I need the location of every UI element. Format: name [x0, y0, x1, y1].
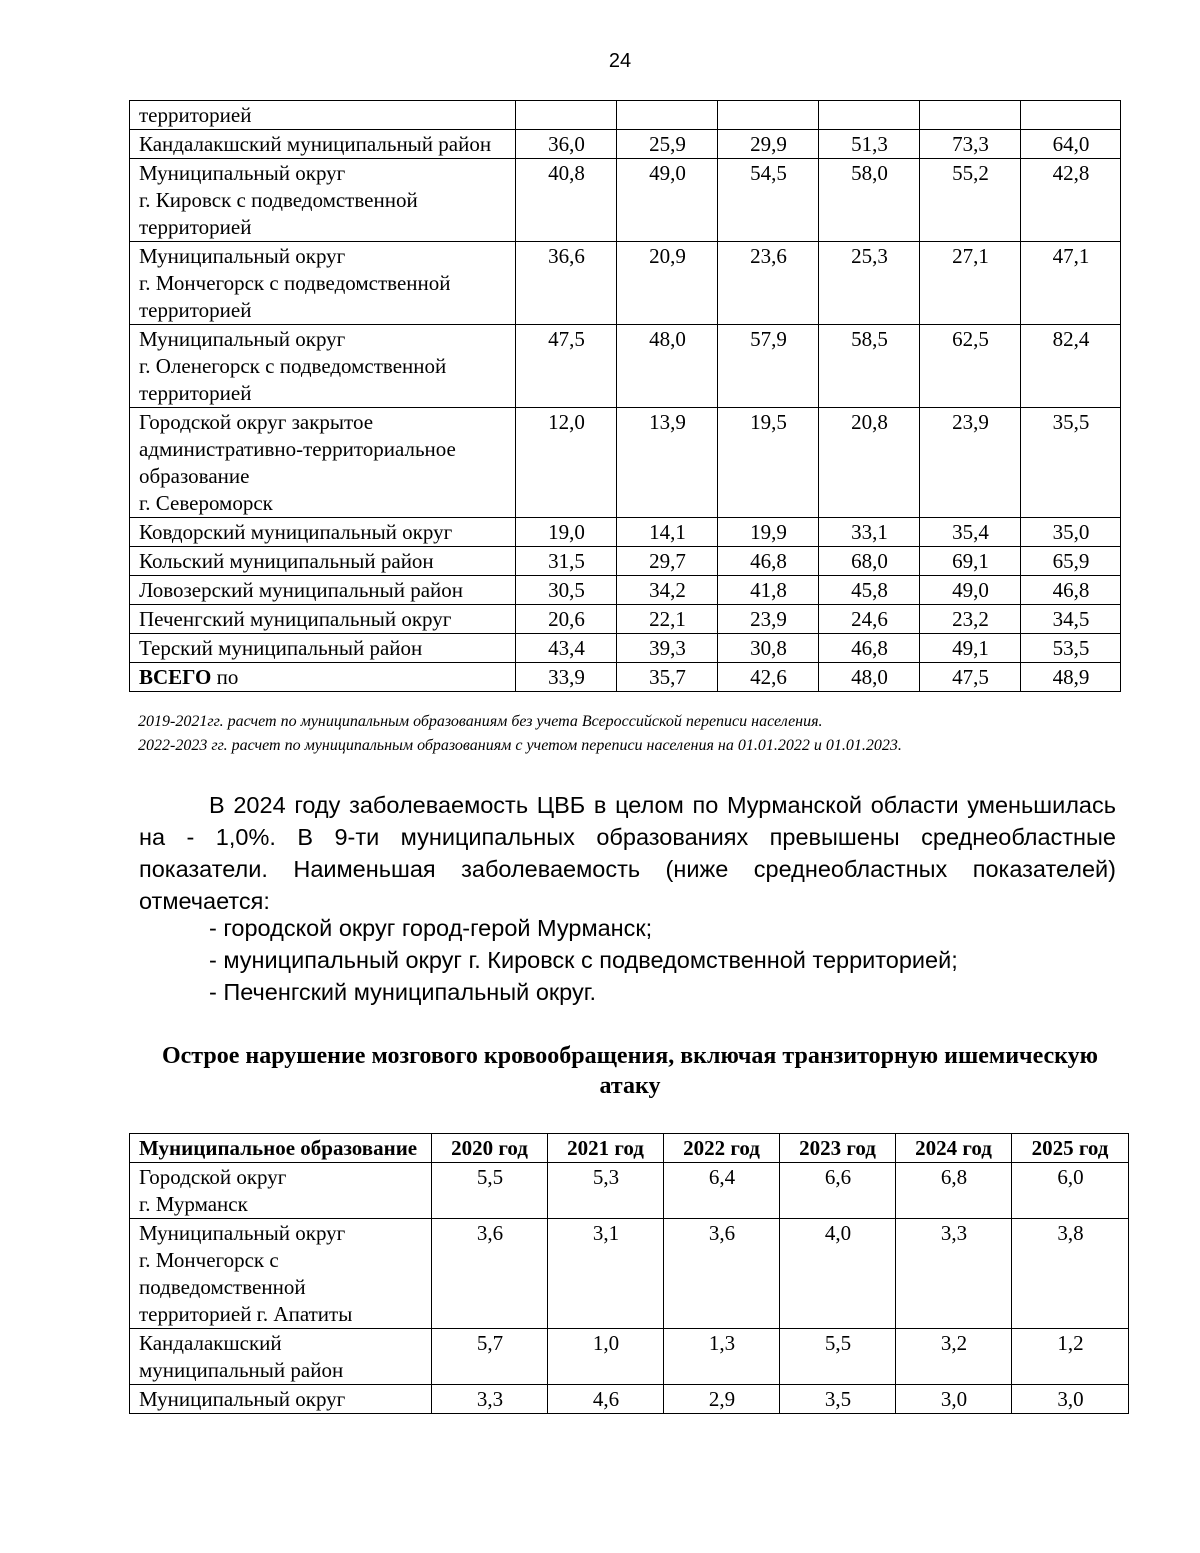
- table-cell: 40,8: [516, 159, 617, 242]
- municipality-name: Кандалакшский муниципальный район: [130, 130, 516, 159]
- table-cell: 45,8: [819, 576, 920, 605]
- table-row: [130, 634, 1121, 663]
- table-row: [130, 1329, 1129, 1385]
- table-row: [130, 518, 1121, 547]
- table-cell: 49,0: [617, 159, 718, 242]
- body-paragraph: В 2024 году заболеваемость ЦВБ в целом по Мурманской области уменьшилась на - 1,0%. В 9-ти муниципальных образованиях превышены среднеобластные показатели. Наименьшая заболеваемость (ниже среднеобластных показателей) отмечается:: [139, 792, 1116, 914]
- municipality-name: Муниципальный округ г. Оленегорск с подведомственной территорией: [130, 325, 516, 408]
- table-cell: 34,5: [1021, 605, 1121, 634]
- column-header: 2020 год: [432, 1134, 548, 1163]
- table-cell: 46,8: [1021, 576, 1121, 605]
- municipality-name: Муниципальный округ г. Мончегорск с подведомственной территорией: [130, 242, 516, 325]
- column-header: 2022 год: [664, 1134, 780, 1163]
- table-cell: 47,5: [516, 325, 617, 408]
- table-cell: 5,3: [548, 1163, 664, 1219]
- table-cell: 35,7: [617, 663, 718, 692]
- table-cell: 36,6: [516, 242, 617, 325]
- table-cell: 5,7: [432, 1329, 548, 1385]
- table-cell: 5,5: [780, 1329, 896, 1385]
- table-cell: 42,6: [718, 663, 819, 692]
- list-item: - городской округ город-герой Мурманск;: [209, 915, 653, 941]
- municipality-name: Терский муниципальный район: [130, 634, 516, 663]
- table-cell: 23,9: [920, 408, 1021, 518]
- table-cell: [718, 101, 819, 130]
- table-cell: 27,1: [920, 242, 1021, 325]
- table-cell: 19,0: [516, 518, 617, 547]
- table-cell: 58,5: [819, 325, 920, 408]
- table-cell: 49,1: [920, 634, 1021, 663]
- table-row: [130, 408, 1121, 518]
- table-cell: 3,6: [664, 1219, 780, 1329]
- table-row: [130, 547, 1121, 576]
- table-cell: [1021, 101, 1121, 130]
- table-cell: 51,3: [819, 130, 920, 159]
- table-cell: 1,2: [1012, 1329, 1129, 1385]
- table-cell: 73,3: [920, 130, 1021, 159]
- column-header: 2023 год: [780, 1134, 896, 1163]
- table-cell: 68,0: [819, 547, 920, 576]
- table-cell: 4,0: [780, 1219, 896, 1329]
- table-header-row: [130, 1134, 1129, 1163]
- table-cell: 29,7: [617, 547, 718, 576]
- table-cell: 3,5: [780, 1385, 896, 1414]
- municipality-name: Городской округ закрытое административно-территориальное образование г. Североморск: [130, 408, 516, 518]
- list-item: - муниципальный округ г. Кировск с подведомственной территорией;: [209, 947, 958, 973]
- incidence-table-continued: [129, 100, 1121, 692]
- table-cell: 64,0: [1021, 130, 1121, 159]
- table-cell: 24,6: [819, 605, 920, 634]
- table-cell: 6,8: [896, 1163, 1012, 1219]
- table-cell: 48,0: [617, 325, 718, 408]
- table-cell: 3,1: [548, 1219, 664, 1329]
- table-row: [130, 101, 1121, 130]
- list-item: - Печенгский муниципальный округ.: [209, 979, 596, 1005]
- municipality-name: Муниципальный округ г. Мончегорск с подведомственной территорией г. Апатиты: [130, 1219, 432, 1329]
- table-cell: 3,6: [432, 1219, 548, 1329]
- municipality-name: Печенгский муниципальный округ: [130, 605, 516, 634]
- table-cell: 49,0: [920, 576, 1021, 605]
- table-cell: 47,1: [1021, 242, 1121, 325]
- table-cell: 35,0: [1021, 518, 1121, 547]
- stroke-incidence-table: [129, 1133, 1129, 1414]
- total-row: [130, 663, 1121, 692]
- table-cell: 23,6: [718, 242, 819, 325]
- table-cell: 57,9: [718, 325, 819, 408]
- table-cell: 3,0: [896, 1385, 1012, 1414]
- table-cell: 30,5: [516, 576, 617, 605]
- table-cell: 58,0: [819, 159, 920, 242]
- table-cell: 35,5: [1021, 408, 1121, 518]
- table-cell: 23,2: [920, 605, 1021, 634]
- column-header: 2024 год: [896, 1134, 1012, 1163]
- table-row: [130, 130, 1121, 159]
- table-cell: 2,9: [664, 1385, 780, 1414]
- table-cell: 39,3: [617, 634, 718, 663]
- page-number: 24: [608, 50, 632, 72]
- table-cell: 30,8: [718, 634, 819, 663]
- column-header: 2025 год: [1012, 1134, 1129, 1163]
- table-cell: 13,9: [617, 408, 718, 518]
- table-cell: 20,8: [819, 408, 920, 518]
- municipality-name: Кольский муниципальный район: [130, 547, 516, 576]
- table-cell: 54,5: [718, 159, 819, 242]
- table-row: [130, 1219, 1129, 1329]
- table-cell: [920, 101, 1021, 130]
- table-footnotes: [138, 710, 902, 758]
- table-cell: 1,0: [548, 1329, 664, 1385]
- table-cell: 48,9: [1021, 663, 1121, 692]
- table-cell: 48,0: [819, 663, 920, 692]
- table-cell: 34,2: [617, 576, 718, 605]
- table-cell: 3,0: [1012, 1385, 1129, 1414]
- column-header: 2021 год: [548, 1134, 664, 1163]
- table-cell: 82,4: [1021, 325, 1121, 408]
- table-cell: [516, 101, 617, 130]
- table-cell: 35,4: [920, 518, 1021, 547]
- table-cell: 19,5: [718, 408, 819, 518]
- table-cell: 3,8: [1012, 1219, 1129, 1329]
- table-cell: 47,5: [920, 663, 1021, 692]
- table-cell: 33,9: [516, 663, 617, 692]
- column-header: Муниципальное образование: [130, 1134, 432, 1163]
- table-cell: 53,5: [1021, 634, 1121, 663]
- footnote: 2019-2021гг. расчет по муниципальным образованиям без учета Всероссийской переписи населения.: [138, 713, 823, 730]
- table-cell: 65,9: [1021, 547, 1121, 576]
- municipality-name: Муниципальный округ: [130, 1385, 432, 1414]
- table-cell: 20,9: [617, 242, 718, 325]
- table-cell: 19,9: [718, 518, 819, 547]
- table-cell: 1,3: [664, 1329, 780, 1385]
- table-cell: 12,0: [516, 408, 617, 518]
- table-cell: 3,3: [432, 1385, 548, 1414]
- table-row: [130, 1385, 1129, 1414]
- municipality-name: территорией: [130, 101, 516, 130]
- table-cell: 46,8: [718, 547, 819, 576]
- table-row: [130, 576, 1121, 605]
- table-row: [130, 325, 1121, 408]
- section-heading: Острое нарушение мозгового кровообращения, включая транзиторную ишемическую атаку: [161, 1043, 1099, 1099]
- table-cell: 20,6: [516, 605, 617, 634]
- footnote: 2022-2023 гг. расчет по муниципальным образованиям с учетом переписи населения на 01.01.2022 и 01.01.2023.: [138, 737, 902, 754]
- table-cell: [617, 101, 718, 130]
- table-cell: 14,1: [617, 518, 718, 547]
- bullet-list: [209, 912, 958, 1008]
- table-cell: 3,3: [896, 1219, 1012, 1329]
- table-cell: 22,1: [617, 605, 718, 634]
- table-cell: 55,2: [920, 159, 1021, 242]
- table-cell: 69,1: [920, 547, 1021, 576]
- municipality-name: Муниципальный округ г. Кировск с подведомственной территорией: [130, 159, 516, 242]
- table-cell: [819, 101, 920, 130]
- table-cell: 3,2: [896, 1329, 1012, 1385]
- table-row: [130, 159, 1121, 242]
- table-cell: 23,9: [718, 605, 819, 634]
- table-cell: 36,0: [516, 130, 617, 159]
- table-cell: 29,9: [718, 130, 819, 159]
- table-cell: 62,5: [920, 325, 1021, 408]
- table-cell: 43,4: [516, 634, 617, 663]
- municipality-name: Городской округ г. Мурманск: [130, 1163, 432, 1219]
- table-row: [130, 1163, 1129, 1219]
- municipality-name: Кандалакшский муниципальный район: [130, 1329, 432, 1385]
- table-cell: 42,8: [1021, 159, 1121, 242]
- table-cell: 41,8: [718, 576, 819, 605]
- table-cell: 25,9: [617, 130, 718, 159]
- table-cell: 33,1: [819, 518, 920, 547]
- table-cell: 5,5: [432, 1163, 548, 1219]
- table-row: [130, 242, 1121, 325]
- table-cell: 31,5: [516, 547, 617, 576]
- table-cell: 46,8: [819, 634, 920, 663]
- municipality-name: Ловозерский муниципальный район: [130, 576, 516, 605]
- table-row: [130, 605, 1121, 634]
- municipality-name: Ковдорский муниципальный округ: [130, 518, 516, 547]
- table-cell: 6,6: [780, 1163, 896, 1219]
- total-label: ВСЕГО по: [130, 663, 516, 692]
- table-cell: 25,3: [819, 242, 920, 325]
- table-cell: 6,0: [1012, 1163, 1129, 1219]
- table-cell: 6,4: [664, 1163, 780, 1219]
- table-cell: 4,6: [548, 1385, 664, 1414]
